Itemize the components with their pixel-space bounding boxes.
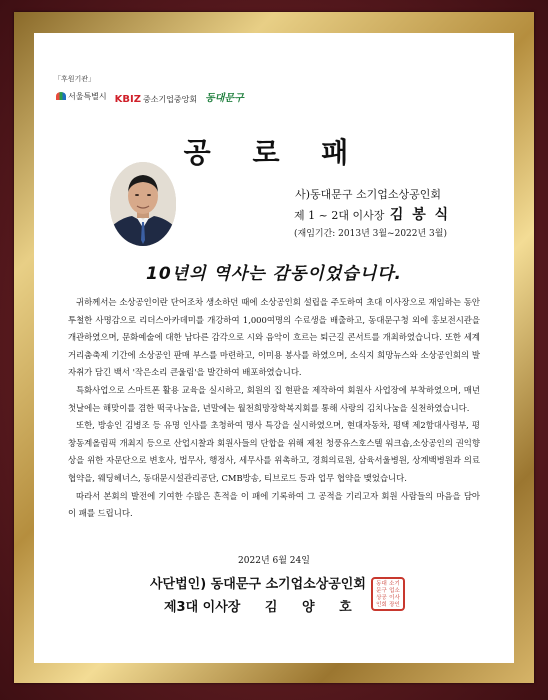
presenter-organization: 사단법인) 동대문구 소기업소상공인회 [150, 577, 366, 592]
seal-text: 소기업소 [389, 581, 400, 594]
kbiz-logo-text: 중소기업중앙회 [142, 94, 198, 104]
recipient-role: 제 1 ~ 2대 이사장 [294, 209, 385, 222]
presenter-name: 김 양 호 [264, 600, 362, 615]
seal-text: 동대문구 [376, 581, 387, 594]
plaque-date: 2022년 6월 24일 [238, 556, 310, 566]
body-paragraph: 또한, 방송인 김병조 등 유명 인사를 초청하여 명사 특강을 실시하였으며, 현대자동차, 평택 제2함대사령부, 평창동계올림픽 개최지 등으로 산업시찰과 회원사들의 단합을 위해 제천 청풍유스호스텔 워크숍,소상공인의 권익향상을 위한 자문단으로 변호사, 법무사, 행정사, 세무사를 위촉하고, 경희의료원, 삼육서울병원, 상계백병원과 의료협약을, 웨딩헤너스, 동대문시설관리공단, CMB방송, 티브로드 등과 업무 협약을 맺었습니다. [68, 420, 480, 483]
body-paragraph: 특화사업으로 스마트폰 활용 교육을 실시하고, 회원의 집 현판을 제작하여 회원사 사업장에 부착하였으며, 매년 첫날에는 해맞이를 겸한 떡국나눔을, 년말에는 월천희망장학복지회를 통해 사랑의 김치나눔을 실천하였습니다. [68, 384, 480, 413]
plaque-body [68, 294, 480, 523]
presenter-role: 제3대 이사장 [164, 600, 241, 615]
body-paragraph: 따라서 본회의 발전에 기여한 수많은 흔적을 이 패에 기록하여 그 공적을 기리고자 회원 사람들의 마음을 담아 이 패를 드립니다. [68, 490, 480, 519]
sponsor-label: 「후원기관」 [54, 75, 96, 83]
presenter-line [164, 596, 362, 615]
recipient-name: 김 봉 식 [389, 207, 451, 223]
recipient-period: (재임기간: 2013년 3월~2022년 3월) [294, 229, 447, 239]
recipient-organization: 사)동대문구 소기업소상공인회 [295, 188, 441, 201]
seal-text: 상공인회 [376, 595, 387, 608]
recipient-portrait-icon [110, 162, 176, 246]
seoul-logo-text: 서울특별시 [68, 91, 107, 101]
sponsor-logos [56, 88, 244, 104]
seal-text: 이사장인 [389, 595, 400, 608]
recipient-photo [110, 162, 176, 246]
recipient-role-line [294, 204, 450, 224]
seoul-logo [56, 91, 107, 102]
seoul-logo-icon [56, 92, 66, 100]
plaque-headline: 10년의 역사는 감동이었습니다. [145, 264, 403, 284]
official-seal-stamp [371, 577, 405, 611]
body-paragraph: 귀하께서는 소상공인이란 단어조차 생소하던 때에 소상공인회 설립을 주도하여 초대 이사장으로 재임하는 동안 투철한 사명감으로 리더스아카데미를 개강하여 1,000여명의 수료생을 배출하고, 동대문구청 외에 홍보전시관을 개관하였으며, 문화예술에 대한 남다른 감각으로 시와 음악이 흐르는 퇴근길 콘서트를 개최하였습니다. 또한 세계거리춤축제 기간에 소상공인 판매 부스를 마련하고, 이미용 봉사를 하였으며, 소식지 희망뉴스와 소상공인회의 발자취가 담긴 백서 '작은소리 큰울림'을 발간하여 배포하였습니다. [68, 297, 480, 378]
kbiz-logo-mark: KBIZ [114, 93, 141, 105]
plaque-title: 공 로 패 [183, 136, 365, 169]
kbiz-logo [115, 87, 197, 106]
dongdaemun-logo: 동대문구 [205, 92, 244, 104]
